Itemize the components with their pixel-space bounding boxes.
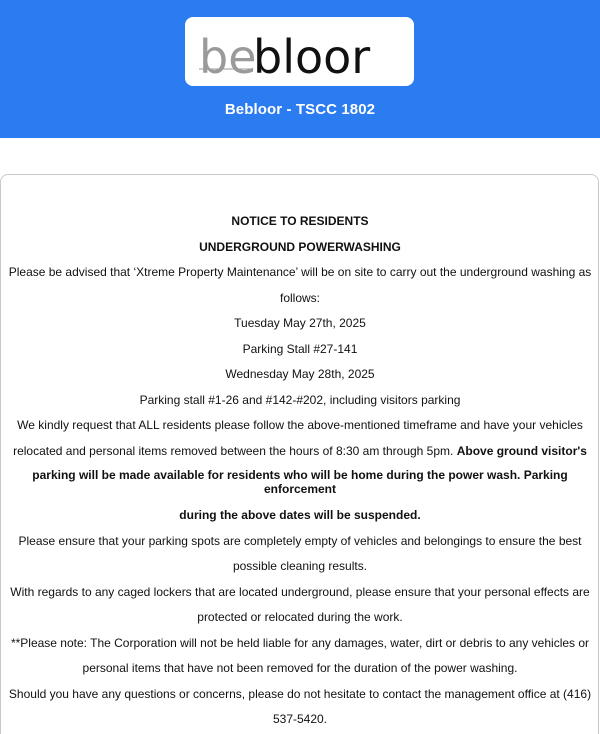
notice-heading: NOTICE TO RESIDENTS [231, 214, 369, 228]
visitor-parking-text-c: during the above dates will be suspended. [179, 508, 421, 522]
schedule-day-2-area: Parking stall #1-26 and #142-#202, including visitors parking [139, 392, 461, 407]
logo-text-bold: bloor [253, 30, 371, 84]
schedule-day-2: Wednesday May 28th, 2025 [225, 367, 375, 381]
ensure-paragraph: Please ensure that your parking spots are completely empty of vehicles and belongings to ensure the best possible cleaning results. [18, 533, 582, 573]
logo [185, 17, 414, 86]
logo-text-light: be [199, 30, 257, 84]
visitor-parking-text-a: Above ground visitor's [456, 443, 587, 458]
liability-paragraph: **Please note: The Corporation will not be held liable for any damages, water, dirt or debris to any vehicles or personal items that have not been removed for the duration of the power washing. [10, 635, 590, 675]
bebloor-logo-graphic [185, 17, 414, 86]
notice-body [6, 209, 594, 733]
request-text: We kindly request that ALL residents please follow the above-mentioned timeframe and have your vehicles relocated and personal items removed between the hours of 8:30 am through 5pm. [13, 418, 583, 458]
page-title: Bebloor - TSCC 1802 [224, 101, 376, 118]
contact-paragraph: Should you have any questions or concerns, please do not hesitate to contact the management office at (416) 537-5420. [8, 686, 592, 726]
schedule-day-1: Tuesday May 27th, 2025 [234, 316, 366, 330]
header-banner [0, 0, 600, 138]
request-paragraph [6, 413, 594, 464]
visitor-parking-text-b: parking will be made available for residents who will be home during the power wash. Parking enforcement [32, 468, 568, 496]
lockers-paragraph: With regards to any caged lockers that are located underground, please ensure that your personal effects are protected or relocated during the work. [10, 584, 590, 624]
schedule-day-1-area: Parking Stall #27-141 [242, 341, 358, 356]
notice-subheading: UNDERGROUND POWERWASHING [199, 239, 401, 254]
notice-intro: Please be advised that ‘Xtreme Property Maintenance’ will be on site to carry out the underground washing as follows: [8, 265, 592, 305]
